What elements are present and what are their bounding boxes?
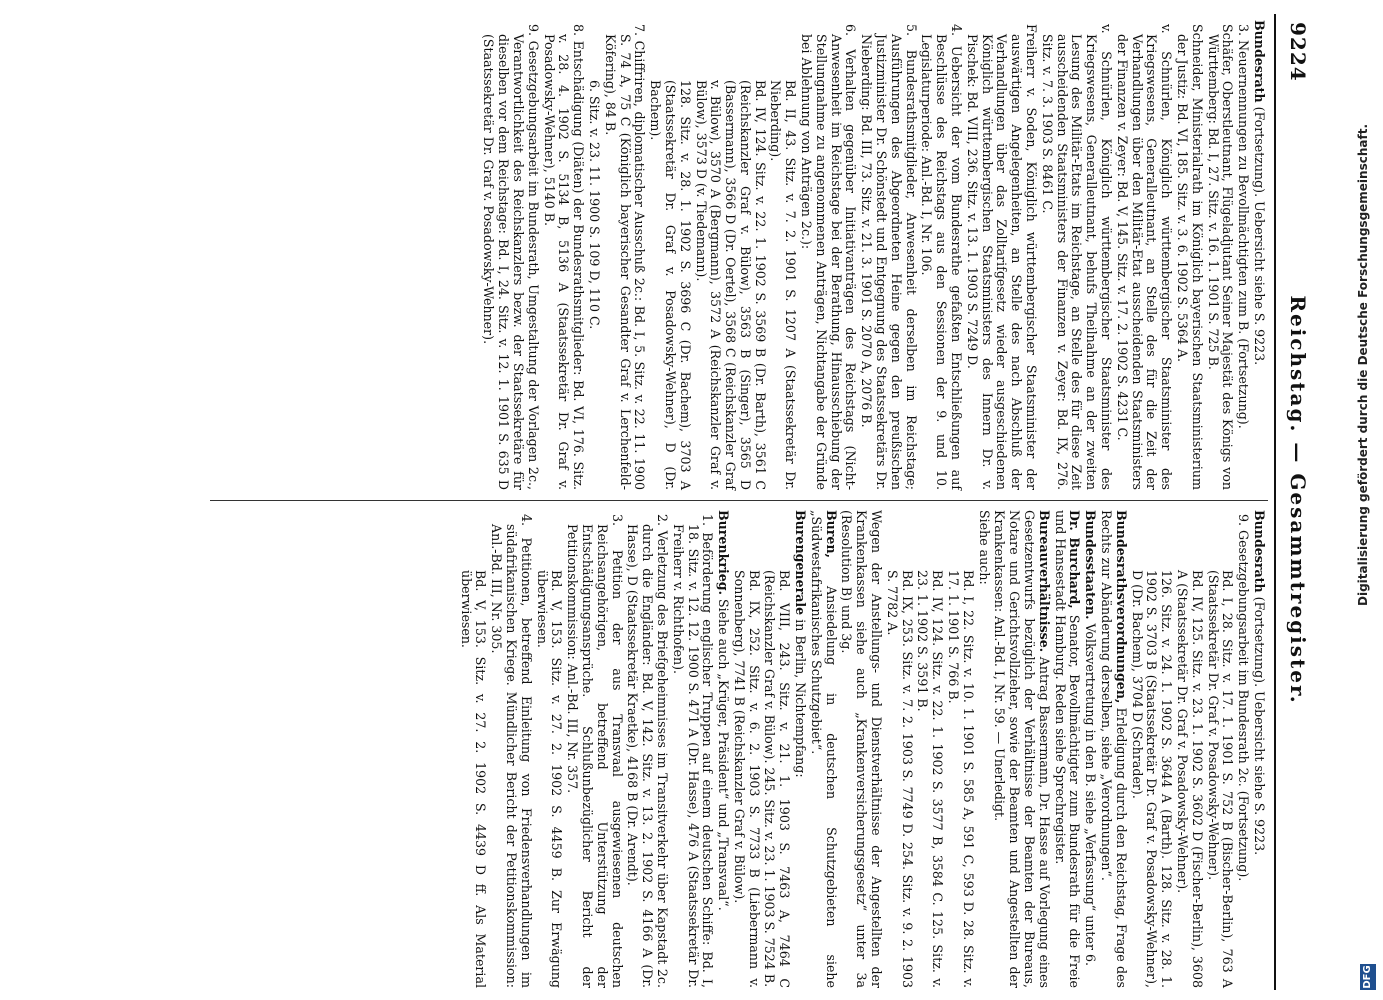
- header-rule: [1274, 14, 1276, 990]
- entry-headword: Dr. Burchard,: [1067, 510, 1083, 609]
- index-subentry: 3. Neuernennungen zu Bevollmächtigten zum B. (Fortsetzung).: [1236, 24, 1252, 429]
- entry-headword: Burenkrieg.: [716, 510, 732, 595]
- index-entry: [1251, 20, 1266, 490]
- index-reference: Bd. I, 22. Sitz. v. 10. 1. 1901 S. 585 A, 591 C, 593 D. 28. Sitz. v. 17. 1. 1901 S. 766 B.: [946, 570, 976, 988]
- left-column: [480, 20, 1266, 490]
- index-entry: [839, 510, 883, 988]
- entry-text: Siehe auch „Krüger, Präsident“ und „Transvaal“.: [716, 598, 732, 911]
- index-entry: [792, 510, 807, 988]
- index-reference: Bd. IX, 252. Sitz. v. 6. 2. 1903 S. 7733 B (Liebermann v. Sonnenberg), 7741 B (Reichskanzler Graf v. Bülow).: [731, 570, 762, 988]
- right-column: [457, 510, 1266, 988]
- index-reference: Bd. I, 28. Sitz. v. 17. 1. 1901 S. 752 B (Bischer-Berlin), 763 A (Staatssekretär Dr. Graf v. Posadowsky-Wehner).: [1205, 570, 1236, 988]
- index-reference: Bd. IV, 125. Sitz. v. 23. 1. 1902 S. 3602 D (Fischer-Berlin), 3608 A (Staatssekretär Dr. Graf v. Posadowsky-Wehner).: [1175, 570, 1205, 988]
- entry-text: (Fortsetzung). Uebersicht siehe S. 9223.: [1252, 106, 1267, 366]
- column-divider: [210, 500, 1268, 501]
- index-reference: Bd. IV, 124. Sitz. v. 22. 1. 1902 S. 3569 B (Dr. Barth), 3561 C (Reichskanzler Graf v. Bülow), 3563 B (Singer), 3565 D (Bassermann), 3566 D (Dr. Oertel), 3568 C (Reichskanzler Graf v. Bülow), 3570 A (Bergmann), 3572 A (Reichskanzler Graf v. Bülow), 3573 D (v. Tiedemann).: [693, 80, 768, 490]
- index-reference: Bd. II, 43. Sitz. v. 7. 2. 1901 S. 1207 A (Staatssekretär Dr. Nieberding).: [768, 80, 799, 490]
- index-subentry: 8. Entschädigung (Diäten) der Bundesrathsmitglieder: Bd. VI, 176. Sitz. v. 28. 4. 1902 S. 5134 B, 5136 A (Staatssekretär Dr. Graf v. Posadowsky-Wehner), 5140 B.: [541, 24, 587, 490]
- index-subentry: Schneider, Ministerialrath im Königlich bayerischen Staatsministerium der Justiz: Bd. VI, 185. Sitz. v. 3. 6. 1902 S. 5364 A.: [1175, 24, 1205, 490]
- index-subentry: 4. Petitionen, betreffend Einleitung von Friedensverhandlungen im südafrikanischen Kriege. Mündlicher Bericht der Petitionskommission: Anl.-Bd. III, Nr. 305.: [489, 514, 534, 988]
- index-entry: [808, 510, 838, 988]
- entry-headword: Bureauverhältnisse.: [1036, 510, 1052, 653]
- index-reference: Bd. V, 153. Sitz. v. 27. 2. 1902 S. 4439 D ff. Als Material überwiesen.: [458, 570, 489, 988]
- entry-text: Wegen der Anstellungs- und Dienstverhältnisse der Angestellten der Krankenkassen siehe auch „Krankenversicherungsgesetz“ unter 3a (Resolution B) und 3g.: [839, 510, 885, 988]
- dfg-logo-icon: DFG: [1360, 964, 1376, 990]
- index-entry: [1098, 510, 1128, 988]
- page-number: 9224: [1286, 22, 1310, 82]
- index-entry: [715, 510, 730, 988]
- index-reference: 6. Sitz. v. 23. 11. 1900 S. 109 D, 110 C.: [586, 80, 602, 330]
- index-subentry: 5. Bundesrathsmitglieder, Anwesenheit derselben im Reichstage; Ausführungen des Abgeordneten Heine gegen den preußischen Justizminister Dr. Schönstedt und Entgegnung des Staatssekretärs Dr. Nieberding: Bd. III, 73. Sitz. v. 21. 3. 1901 S. 2070 A, 2076 B.: [859, 24, 919, 490]
- index-reference: Bd. IX, 253. Sitz. v. 7. 2. 1903 S. 7749 D. 254. Sitz. v. 9. 2. 1903 S. 7782 A.: [884, 570, 915, 988]
- index-subentry: 6. Verhalten gegenüber Initiativanträgen des Reichstags (Nicht-Anwesenheit im Reichstage bei der Berathung, Hinausschiebung der Stellungnahme zu angenommenen Anträgen, Nichtangabe der Gründe bei Ablehnung von Anträgen 2c.):: [799, 24, 859, 490]
- entry-text: Erledigung durch den Reichstag, Frage des Rechts zur Abänderung derselben, siehe „Verordnungen“.: [1099, 510, 1129, 988]
- entry-headword: Bundesstaaten.: [1083, 510, 1099, 620]
- index-subentry: v. Schnürlen, Königlich württembergischer Staatsminister des Kriegswesens, Generalleutnant, behufs Theilnahme an der zweiten Lesung des Militär-Etats im Reichstage, an Stelle des für diese Zeit ausscheidenden Staatsministers der Finanzen v. Zeyer: Bd. IX, 276. Sitz. v. 7. 3. 1903 S. 8461 C.: [1039, 24, 1115, 490]
- index-reference: 128. Sitz. v. 28. 1. 1902 S. 3696 C (Dr. Bachem), 3703 A (Staatssekretär Dr. Graf v. Posadowsky-Wehner), D (Dr. Bachem).: [648, 80, 693, 490]
- entry-text: Ansiedelung in deutschen Schutzgebieten siehe „Südwestafrikanisches Schutzgebiet“.: [808, 510, 839, 988]
- index-subentry: 3. Petition der aus Transvaal ausgewiesenen deutschen Reichsangehörigen, betreffend Unterstützung der Entschädigungsansprüche. Schlußunbezüglicher Bericht der Petitionskommission: Anl.-Bd. III, Nr. 357.: [565, 514, 625, 988]
- index-entry: [1052, 510, 1082, 988]
- entry-text: Antrag Bassermann, Dr. Hasse auf Vorlegung eines Gesetzentwurfs bezüglich der Verhältnisse der Beamten der Bureaus, Notare und Gerichtsvollzieher, sowie der Beamten und Angestellten der Krankenkassen: Anl.-Bd. I, Nr. 59. — Unerledigt.: [992, 510, 1052, 988]
- index-subentry: 4. Uebersicht der vom Bundesrathe gefaßten Entschließungen auf Beschlüsse des Reichstags aus den Sessionen der 9. und 10. Legislaturperiode: Anl.-Bd. I, Nr. 106.: [919, 24, 965, 490]
- index-subentry: v. Schnürlen, Königlich württembergischer Staatsminister des Kriegswesens, Generalleutnant, an Stelle des für die Zeit der Verhandlungen über den Militär-Etat ausscheidenden Staatsministers der Finanzen v. Zeyer: Bd. V, 145. Sitz. v. 17. 2. 1902 S. 4231 C.: [1114, 24, 1175, 490]
- entry-text: Senator, Bevollmächtigter zum Bundesrath für die Freie und Hansestadt Hamburg. Reden siehe Sprechregister.: [1052, 510, 1083, 988]
- running-title: Reichstag. — Gesammtregister.: [1286, 295, 1310, 705]
- index-subentry: 9. Gesetzgebungsarbeit im Bundesrath, Umgestaltung der Vorlagen 2c., Verantwortlichkeit des Reichskanzlers bezw. der Staatssekretäre für dieselben vor dem Reichstage: Bd. I, 24. Sitz. v. 12. 1. 1901 S. 635 D (Staatssekretär Dr. Graf v. Posadowsky-Wehner).: [481, 24, 541, 490]
- index-subentry: 9. Gesetzgebungsarbeit im Bundesrath 2c. (Fortsetzung).: [1236, 514, 1252, 882]
- entry-headword: Bundesrath: [1252, 20, 1267, 103]
- entry-headword: Bundesrathsverordnungen,: [1113, 510, 1129, 704]
- index-subentry: Schäfer, Oberstleutnant, Flügeladjutant Seiner Majestät des Königs von Württemberg: Bd. I, 27. Sitz. v. 16. 1. 1901 S. 725 B.: [1205, 24, 1236, 490]
- entry-text: Volksvertretung in den B. siehe „Verfassung“ unter 6.: [1083, 623, 1099, 966]
- index-subentry: 7. Chiffriren, diplomatischer Ausschuß 2c.: Bd. I, 5. Sitz. v. 22. 11. 1900 S. 74 A, 75 C (Königlich bayerischer Gesandter Graf v. Lerchenfeld-Köfering), 84 B.: [602, 24, 648, 490]
- index-subentry: 2. Verletzung des Briefgeheimnisses im Transitverkehr über Kapstadt 2c. durch die Engländer: Bd. V, 142. Sitz. v. 13. 2. 1902 S. 4166 A (Dr. Hasse), D (Staatssekretär Kraetke), 4168 B (Dr. Arendt).: [625, 514, 670, 988]
- index-entry: [1082, 510, 1097, 988]
- index-subentry: Freiherr v. Soden, Königlich württembergischer Staatsminister der auswärtigen Angelegenheiten, an Stelle des nach Abschluß der Verhandlungen über das Zolltarifgesetz wieder ausgeschiedenen Königlich württembergischen Staatsministers des Innern Dr. v. Pischek: Bd. VIII, 236. Sitz. v. 13. 1. 1903 S. 7249 D.: [964, 24, 1040, 490]
- index-reference: Bd. VIII, 243. Sitz. v. 21. 1. 1903 S. 7463 A, 7464 C (Reichskanzler Graf v. Bülow). 245. Sitz. v. 23. 1. 1903 S. 7524 B.: [762, 570, 793, 988]
- index-reference: Bd. IV, 124. Sitz. v. 22. 1. 1902 S. 3577 B, 3584 C. 125. Sitz. v. 23. 1. 1902 S. 3591 B.: [915, 570, 946, 988]
- entry-text: Siehe auch:: [976, 510, 992, 585]
- index-subentry: 1. Beförderung englischer Truppen auf einem deutschen Schiffe: Bd. I, 18. Sitz. v. 12. 12. 1900 S. 471 A (Dr. Hasse), 476 A (Staatssekretär Dr. Freiherr v. Richthofen).: [670, 514, 716, 988]
- index-reference: 126. Sitz. v. 24. 1. 1902 S. 3644 A (Barth). 128. Sitz. v. 28. 1. 1902 S. 3703 B (Staatssekretär Dr. Graf v. Posadowsky-Wehner), D (Dr. Bachem), 3704 D (Schrader).: [1129, 570, 1175, 988]
- digitization-note: Digitalisierung gefördert durch die Deutsche Forschungsgemeinschaft.: [1356, 123, 1370, 606]
- entry-text: in Berlin, Nichtempfang:: [793, 619, 809, 778]
- entry-headword: Buren,: [823, 510, 839, 558]
- entry-headword: Bundesrath: [1252, 510, 1267, 593]
- index-entry: [976, 510, 991, 988]
- entry-text: (Fortsetzung). Uebersicht siehe S. 9223.: [1252, 596, 1267, 856]
- index-entry: [992, 510, 1051, 988]
- index-entry: [1251, 510, 1266, 988]
- entry-headword: Burengenerale: [793, 510, 809, 616]
- index-reference: Bd. V, 153. Sitz. v. 27. 2. 1902 S. 4459 B. Zur Erwägung überwiesen.: [534, 570, 565, 988]
